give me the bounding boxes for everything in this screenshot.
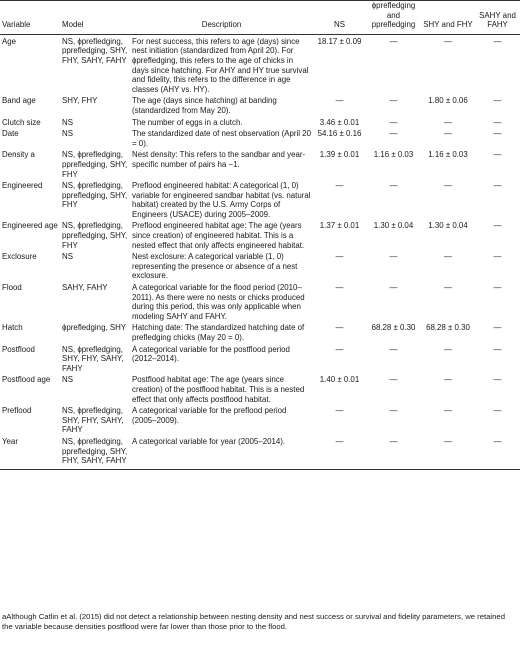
header-model: Model [60,1,130,35]
cell-model: NS, ϕprefledging, pprefledging, SHY, FHY [62,221,128,250]
header-phi: ϕprefledging and pprefledging [366,1,421,35]
cell-variable: Postflood age [2,375,51,385]
cell-variable: Exclosure [2,252,37,262]
cell-shy: 68.28 ± 0.30 [426,323,470,333]
cell-shy: 1.80 ± 0.06 [428,96,468,106]
cell-sahy: — [493,344,502,354]
cell-phi: — [389,375,398,385]
cell-description: Preflood engineered habitat age: The age (years since creation) of engineered habitat. This is a nested effect that only affects engineered habitat. [132,221,305,250]
cell-shy: — [444,406,452,416]
cell-ns: — [335,252,344,262]
cell-model: NS, ϕprefledging, SHY, FHY, SAHY, FAHY [62,344,124,373]
cell-phi: 68.28 ± 0.30 [371,323,416,333]
cell-model: NS, ϕprefledging, SHY, FHY, SAHY, FAHY [62,406,124,435]
cell-description: A categorical variable for the postflood period (2012–2014). [132,344,290,364]
cell-model: NS, ϕprefledging, pprefledging, SHY, FHY [62,150,128,179]
cell-model: SHY, FHY [62,96,98,106]
cell-sahy: — [493,375,502,385]
cell-ns: 18.17 ± 0.09 [317,36,362,46]
cell-model: NS [62,117,73,127]
cell-sahy: — [493,323,502,333]
cell-description: Nest density: This refers to the sandbar and year-specific number of pairs ha −1. [132,150,306,169]
cell-phi: — [389,181,398,191]
table-row [0,281,520,321]
cell-shy: 1.16 ± 0.03 [428,150,468,160]
cell-shy: — [444,36,452,46]
cell-shy: 1.30 ± 0.04 [428,221,468,231]
cell-description: For nest success, this refers to age (days) since nest initiation (standardized from April 20). For ϕprefledging, this refers to the age of chicks in days since hatching. For AHY and HY true survival and fidelity, this refers to the difference in age classes (AHY vs. HY). [132,36,309,94]
cell-shy: — [444,117,452,127]
cell-ns: — [335,283,344,293]
table-row [0,250,520,281]
table-row [0,219,520,250]
cell-variable: Preflood [2,406,32,416]
cell-variable: Postflood [2,344,35,354]
cell-ns: 3.46 ± 0.01 [319,117,360,127]
cell-description: Preflood engineered habitat: A categorical (1, 0) variable for engineered sandbar habitat (vs. natural habitat) created by the U.S. Army Corps of Engineers (USACE) during 2005–2009. [132,181,311,219]
table-row [0,179,520,219]
cell-description: A categorical variable for year (2005–2014). [130,435,313,469]
cell-model: NS [62,129,73,139]
cell-variable: Engineered [2,181,43,191]
cell-ns: 1.40 ± 0.01 [319,375,360,385]
cell-description: The standardized date of nest observation (April 20 = 0). [132,129,311,148]
cell-sahy: — [475,435,520,469]
cell-ns: 54.16 ± 0.16 [317,129,362,139]
cell-model: NS [62,375,73,385]
cell-shy: — [444,252,452,262]
cell-description: The number of eggs in a clutch. [132,117,243,127]
cell-variable: Engineered age [2,221,58,231]
cell-ns: — [335,344,344,354]
cell-sahy: — [493,117,502,127]
cell-description: A categorical variable for the preflood period (2005–2009). [132,406,287,425]
cell-description: Nest exclosure: A categorical variable (1, 0) representing the presence or absence of a nest exclosure. [132,252,298,281]
table-row [0,343,520,374]
cell-phi: — [389,406,398,416]
cell-model: NS, ϕprefledging, pprefledging, SHY, FHY, SAHY, FAHY [62,36,128,65]
table-row [0,127,520,148]
cell-variable: Density a [2,150,35,160]
cell-variable: Hatch [2,323,23,333]
table-row [0,373,520,404]
cell-sahy: — [493,406,502,416]
cell-phi: — [389,96,398,106]
table-header [0,1,520,35]
cell-model: NS [62,252,73,262]
cell-variable: Band age [2,96,36,106]
table-body [0,34,520,469]
cell-shy: — [444,129,452,139]
table-row [0,404,520,435]
table-row [0,94,520,115]
cell-shy: — [444,375,452,385]
table-row [0,148,520,179]
cell-variable: Age [2,36,17,46]
cell-sahy: — [493,150,502,160]
cell-description: The age (days since hatching) at banding (standardized from May 20). [132,96,277,115]
cell-phi: — [389,129,398,139]
cell-sahy: — [493,36,502,46]
cell-description: Postflood habitat age: The age (years since creation) of the postflood habitat. This is a nested effect that only affects postflood habitat. [132,375,305,404]
cell-sahy: — [493,283,502,293]
cell-ns: 1.37 ± 0.01 [319,221,360,231]
cell-sahy: — [493,96,502,106]
cell-variable: Flood [2,283,22,293]
cell-ns: — [335,181,344,191]
cell-ns: — [335,406,344,416]
cell-model: NS, ϕprefledging, pprefledging, SHY, FHY [62,181,128,210]
header-ns: NS [313,1,366,35]
cell-sahy: — [493,181,502,191]
cell-ns: — [335,96,344,106]
cell-ns: 1.39 ± 0.01 [319,150,360,160]
cell-sahy: — [493,221,502,231]
table-row [0,435,520,469]
cell-description: A categorical variable for the flood period (2010–2011). As there were no nests or chicks produced during this period, this was only applicable when modeling SAHY and FAHY. [132,283,305,321]
cell-variable: Year [0,435,60,469]
cell-model: NS, ϕprefledging, pprefledging, SHY, FHY, SAHY, FAHY [60,435,130,469]
cell-ns: — [313,435,366,469]
cell-phi: — [389,117,398,127]
header-sahy: SAHY and FAHY [475,1,520,35]
cell-shy: — [444,344,452,354]
cell-description: Hatching date: The standardized hatching date of prefledging chicks (May 20 = 0). [132,323,305,342]
cell-phi: 1.30 ± 0.04 [373,221,414,231]
cell-shy: — [444,283,452,293]
header-variable: Variable [0,1,60,35]
header-shy: SHY and FHY [421,1,475,35]
table-footnote: aAlthough Catlin et al. (2015) did not detect a relationship between nesting density and nest success or survival and fidelity parameters, we retained the variable because densities postflood were far lower than those prior to the flood. [2,612,505,631]
cell-phi: — [389,252,398,262]
cell-model: SAHY, FAHY [62,283,108,293]
cell-phi: — [389,283,398,293]
cell-variable: Date [2,129,19,139]
cell-sahy: — [493,129,502,139]
cell-shy: — [444,181,452,191]
cell-phi: — [366,435,421,469]
table-row [0,34,520,94]
cell-variable: Clutch size [2,117,41,127]
header-description: Description [130,1,313,35]
cell-phi: 1.16 ± 0.03 [373,150,414,160]
table-row [0,116,520,128]
cell-shy: — [421,435,475,469]
cell-phi: — [389,36,398,46]
cell-phi: — [389,344,398,354]
cell-model: ϕprefledging, SHY [62,323,127,333]
cell-ns: — [335,323,344,333]
cell-sahy: — [493,252,502,262]
table-row [0,321,520,342]
